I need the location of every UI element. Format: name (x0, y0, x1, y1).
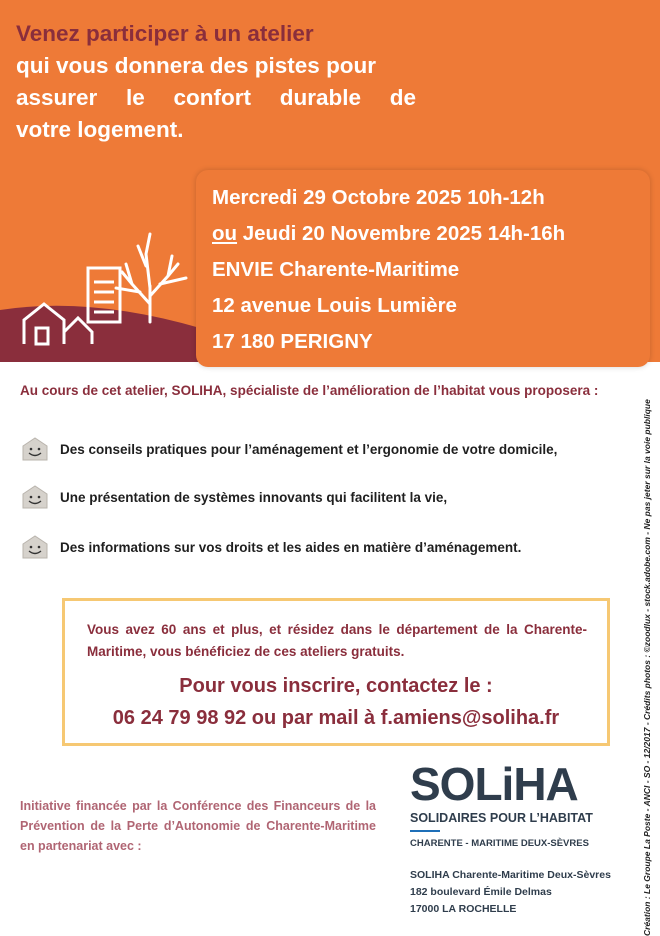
event-date-2 (212, 216, 650, 252)
or-word: ou (212, 222, 238, 245)
bullet-text: Des informations sur vos droits et les aides en matière d’aménagement. (60, 539, 522, 555)
houses-and-tree-illustration (0, 226, 200, 362)
event-venue: ENVIE Charente-Maritime (212, 258, 460, 281)
logo-divider (410, 830, 440, 832)
list-item (20, 534, 521, 560)
eligibility-frame (62, 598, 610, 746)
address-city: 17000 LA ROCHELLE (410, 903, 517, 915)
intro-heading (16, 18, 416, 146)
intro-line-4: votre logement. (16, 117, 184, 142)
workshop-description: Au cours de cet atelier, SOLIHA, spécialiste de l’amélioration de l’habitat vous proposera : (20, 383, 599, 398)
soliha-logo: SOLiHA (410, 758, 578, 810)
event-city: 17 180 PERIGNY (212, 330, 373, 353)
intro-line-3: assurer le confort durable de (16, 85, 416, 110)
contact-info[interactable]: 06 24 79 98 92 ou par mail à f.amiens@soliha.fr (112, 707, 560, 729)
list-item (20, 436, 557, 462)
intro-line-1: Venez participer à un atelier (16, 21, 314, 46)
bullet-text: Des conseils pratiques pour l’aménagement et l’ergonomie de votre domicile, (60, 441, 558, 457)
credits-vertical: Création : Le Groupe La Poste - ANCI - SO - 12/2017 - Crédits photos : ©zoodlux - stock.adobe.com - Ne pas jeter sur la voie publique (642, 399, 652, 936)
smiley-house-icon (20, 484, 50, 510)
contact-address (410, 867, 611, 918)
registration-heading: Pour vous inscrire, contactez le : (179, 675, 493, 697)
list-item (20, 484, 447, 510)
event-date-2-text: Jeudi 20 Novembre 2025 14h-16h (237, 222, 566, 245)
event-date-1: Mercredi 29 Octobre 2025 10h-12h (212, 186, 545, 209)
smiley-house-icon (20, 534, 50, 560)
logo-tagline: SOLIDAIRES POUR L’HABITAT (410, 811, 593, 825)
bullet-text: Une présentation de systèmes innovants qui facilitent la vie, (60, 489, 448, 505)
logo-regions: CHARENTE - MARITIME DEUX-SÈVRES (410, 838, 589, 849)
eligibility-text: Vous avez 60 ans et plus, et résidez dans le département de la Charente-Maritime, vous bénéficiez de ces ateliers gratuits. (87, 622, 587, 659)
event-street: 12 avenue Louis Lumière (212, 294, 457, 317)
smiley-house-icon (20, 436, 50, 462)
address-street: 182 boulevard Émile Delmas (410, 886, 552, 898)
intro-line-2: qui vous donnera des pistes pour (16, 53, 377, 78)
funding-notice: Initiative financée par la Conférence des Financeurs de la Prévention de la Perte d’Autonomie de Charente-Maritime en partenariat avec : (20, 799, 376, 853)
event-details-box (196, 170, 650, 367)
address-org: SOLIHA Charente-Maritime Deux-Sèvres (410, 869, 611, 881)
